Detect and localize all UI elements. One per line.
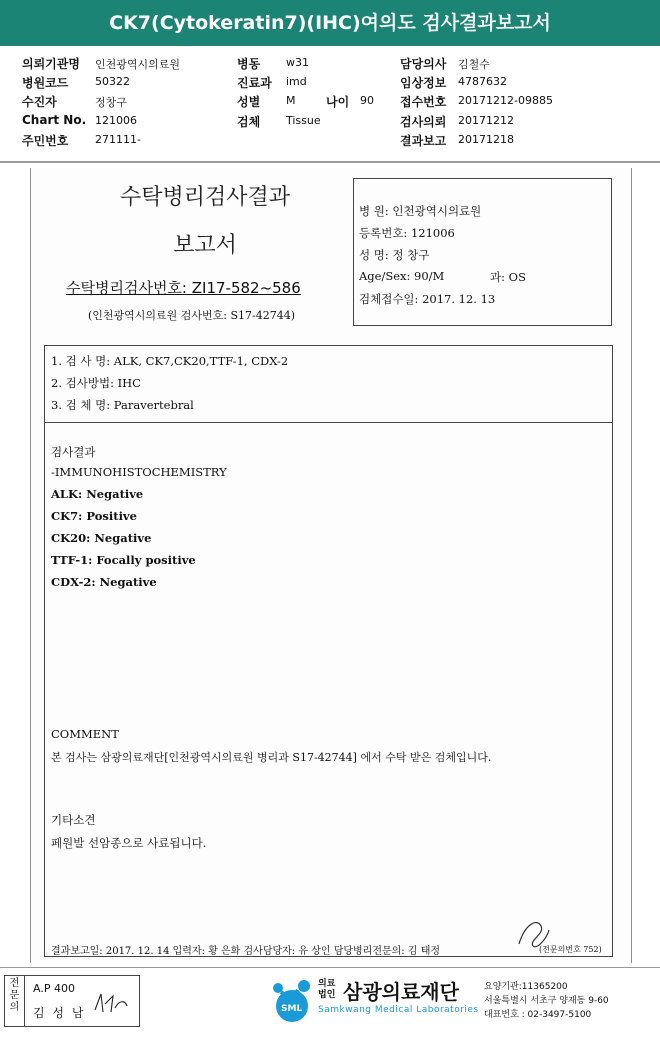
scan-title-line2: 보고서 — [173, 233, 237, 258]
institution-code: 요양기관:11365200 — [484, 982, 568, 992]
sex-label: 성별 — [237, 95, 261, 109]
dept-label: 진료과 — [237, 76, 272, 90]
result-ttf1: TTF-1: Focally positive — [51, 553, 196, 567]
specialist-stamp — [4, 975, 140, 1027]
record-receipt-date: 검체접수일: 2017. 12. 13 — [359, 292, 496, 306]
result-alk: ALK: Negative — [51, 487, 144, 501]
method-heading: -IMMUNOHISTOCHEMISTRY — [51, 465, 227, 479]
record-registration: 등록번호: 121006 — [359, 226, 455, 240]
result-heading: 검사결과 — [51, 445, 96, 459]
pathologist-signature — [513, 916, 553, 950]
logo-subtitle: Samkwang Medical Laboratories — [318, 1005, 479, 1015]
other-findings-text: 페원발 선암종으로 사료됩니다. — [51, 836, 207, 850]
accession-label: 접수번호 — [400, 95, 447, 109]
chart-value: 121006 — [95, 114, 137, 127]
sex-value: M — [286, 94, 296, 107]
specialist-number: (전문의번호 752) — [539, 945, 602, 954]
clinical-value: 4787632 — [458, 75, 507, 88]
scan-title-line1: 수탁병리검사결과 — [119, 185, 291, 210]
result-cdx2: CDX-2: Negative — [51, 575, 157, 589]
doctor-label: 담당의사 — [400, 57, 447, 71]
other-findings-heading: 기타소견 — [51, 813, 96, 827]
test-name: 1. 검 사 명: ALK, CK7,CK20,TTF-1, CDX-2 — [51, 354, 289, 368]
doctor-value: 김철수 — [458, 58, 490, 71]
age-value: 90 — [360, 94, 374, 107]
origin-number: (인천광역시의료원 검사번호: S17-42744) — [88, 309, 296, 322]
specimen-name: 3. 검 체 명: Paravertebral — [51, 398, 194, 412]
test-method: 2. 검사방법: IHC — [51, 376, 141, 390]
stamp-vertical-label: 전 문 의 — [5, 976, 25, 1026]
comment-heading: COMMENT — [51, 727, 119, 741]
result-date-label: 결과보고 — [400, 134, 447, 148]
dept-value: imd — [286, 75, 307, 88]
rrn-value: 271111- — [95, 133, 141, 146]
stamp-ap: A.P 400 — [33, 982, 75, 995]
result-ck7: CK7: Positive — [51, 509, 137, 523]
receiver-label: 수진자 — [22, 95, 57, 109]
record-dept: 과: OS — [490, 270, 526, 284]
code-value: 50322 — [95, 75, 130, 88]
record-age-sex: Age/Sex: 90/M — [359, 269, 445, 283]
clinical-label: 임상정보 — [400, 76, 447, 90]
comment-text: 본 검사는 삼광의료재단[인천광역시의료원 병리과 S17-42744] 에서 수탁 받은 검체입니다. — [51, 751, 492, 764]
request-value: 20171212 — [458, 114, 514, 127]
ward-value: w31 — [286, 56, 309, 69]
record-hospital: 병 원: 인천광역시의료원 — [359, 204, 482, 218]
header-divider — [0, 161, 660, 163]
specimen-label: 검체 — [237, 115, 261, 129]
logo-prefix-1: 의료 — [318, 979, 336, 989]
record-name: 성 명: 정 창구 — [359, 248, 430, 262]
patient-info-panel — [0, 52, 660, 160]
report-title: CK7(Cytokeratin7)(IHC)여의도 검사결과보고서 — [0, 0, 660, 46]
rrn-label: 주민번호 — [22, 134, 69, 148]
results-section — [44, 345, 613, 957]
ward-label: 병동 — [237, 57, 261, 71]
signature-line: 결과보고일: 2017. 12. 14 입력자: 황 은화 검사담당자: 유 상인 담당병리전문의: 김 태정 — [51, 946, 441, 957]
logo-name: 삼광의료재단 — [343, 980, 459, 1004]
request-label: 검사의뢰 — [400, 115, 447, 129]
footer-divider — [0, 967, 660, 968]
logo-badge: SML — [281, 1004, 303, 1014]
footer-phone: 대표번호 : 02-3497-5100 — [484, 1010, 592, 1020]
record-box — [353, 178, 612, 326]
accession-value: 20171212-09885 — [458, 94, 553, 107]
logo-prefix-2: 법인 — [318, 990, 336, 1000]
case-number: 수탁병리검사번호: ZI17-582~586 — [66, 279, 301, 297]
sml-logo-icon — [268, 976, 314, 1024]
chart-label: Chart No. — [22, 113, 87, 127]
result-date-value: 20171218 — [458, 133, 514, 146]
age-label: 나이 — [326, 95, 350, 109]
hospital-label: 의뢰기관명 — [22, 57, 80, 71]
stamp-name: 김 성 남 — [33, 1006, 86, 1020]
footer-address: 서울특별시 서초구 양재동 9-60 — [484, 996, 609, 1006]
hospital-value: 인천광역시의료원 — [95, 58, 181, 71]
code-label: 병원코드 — [22, 76, 69, 90]
receiver-value: 정창구 — [95, 96, 127, 109]
result-ck20: CK20: Negative — [51, 531, 152, 545]
section-divider — [45, 422, 612, 423]
specimen-value: Tissue — [286, 114, 321, 127]
stamp-signature — [91, 990, 131, 1016]
